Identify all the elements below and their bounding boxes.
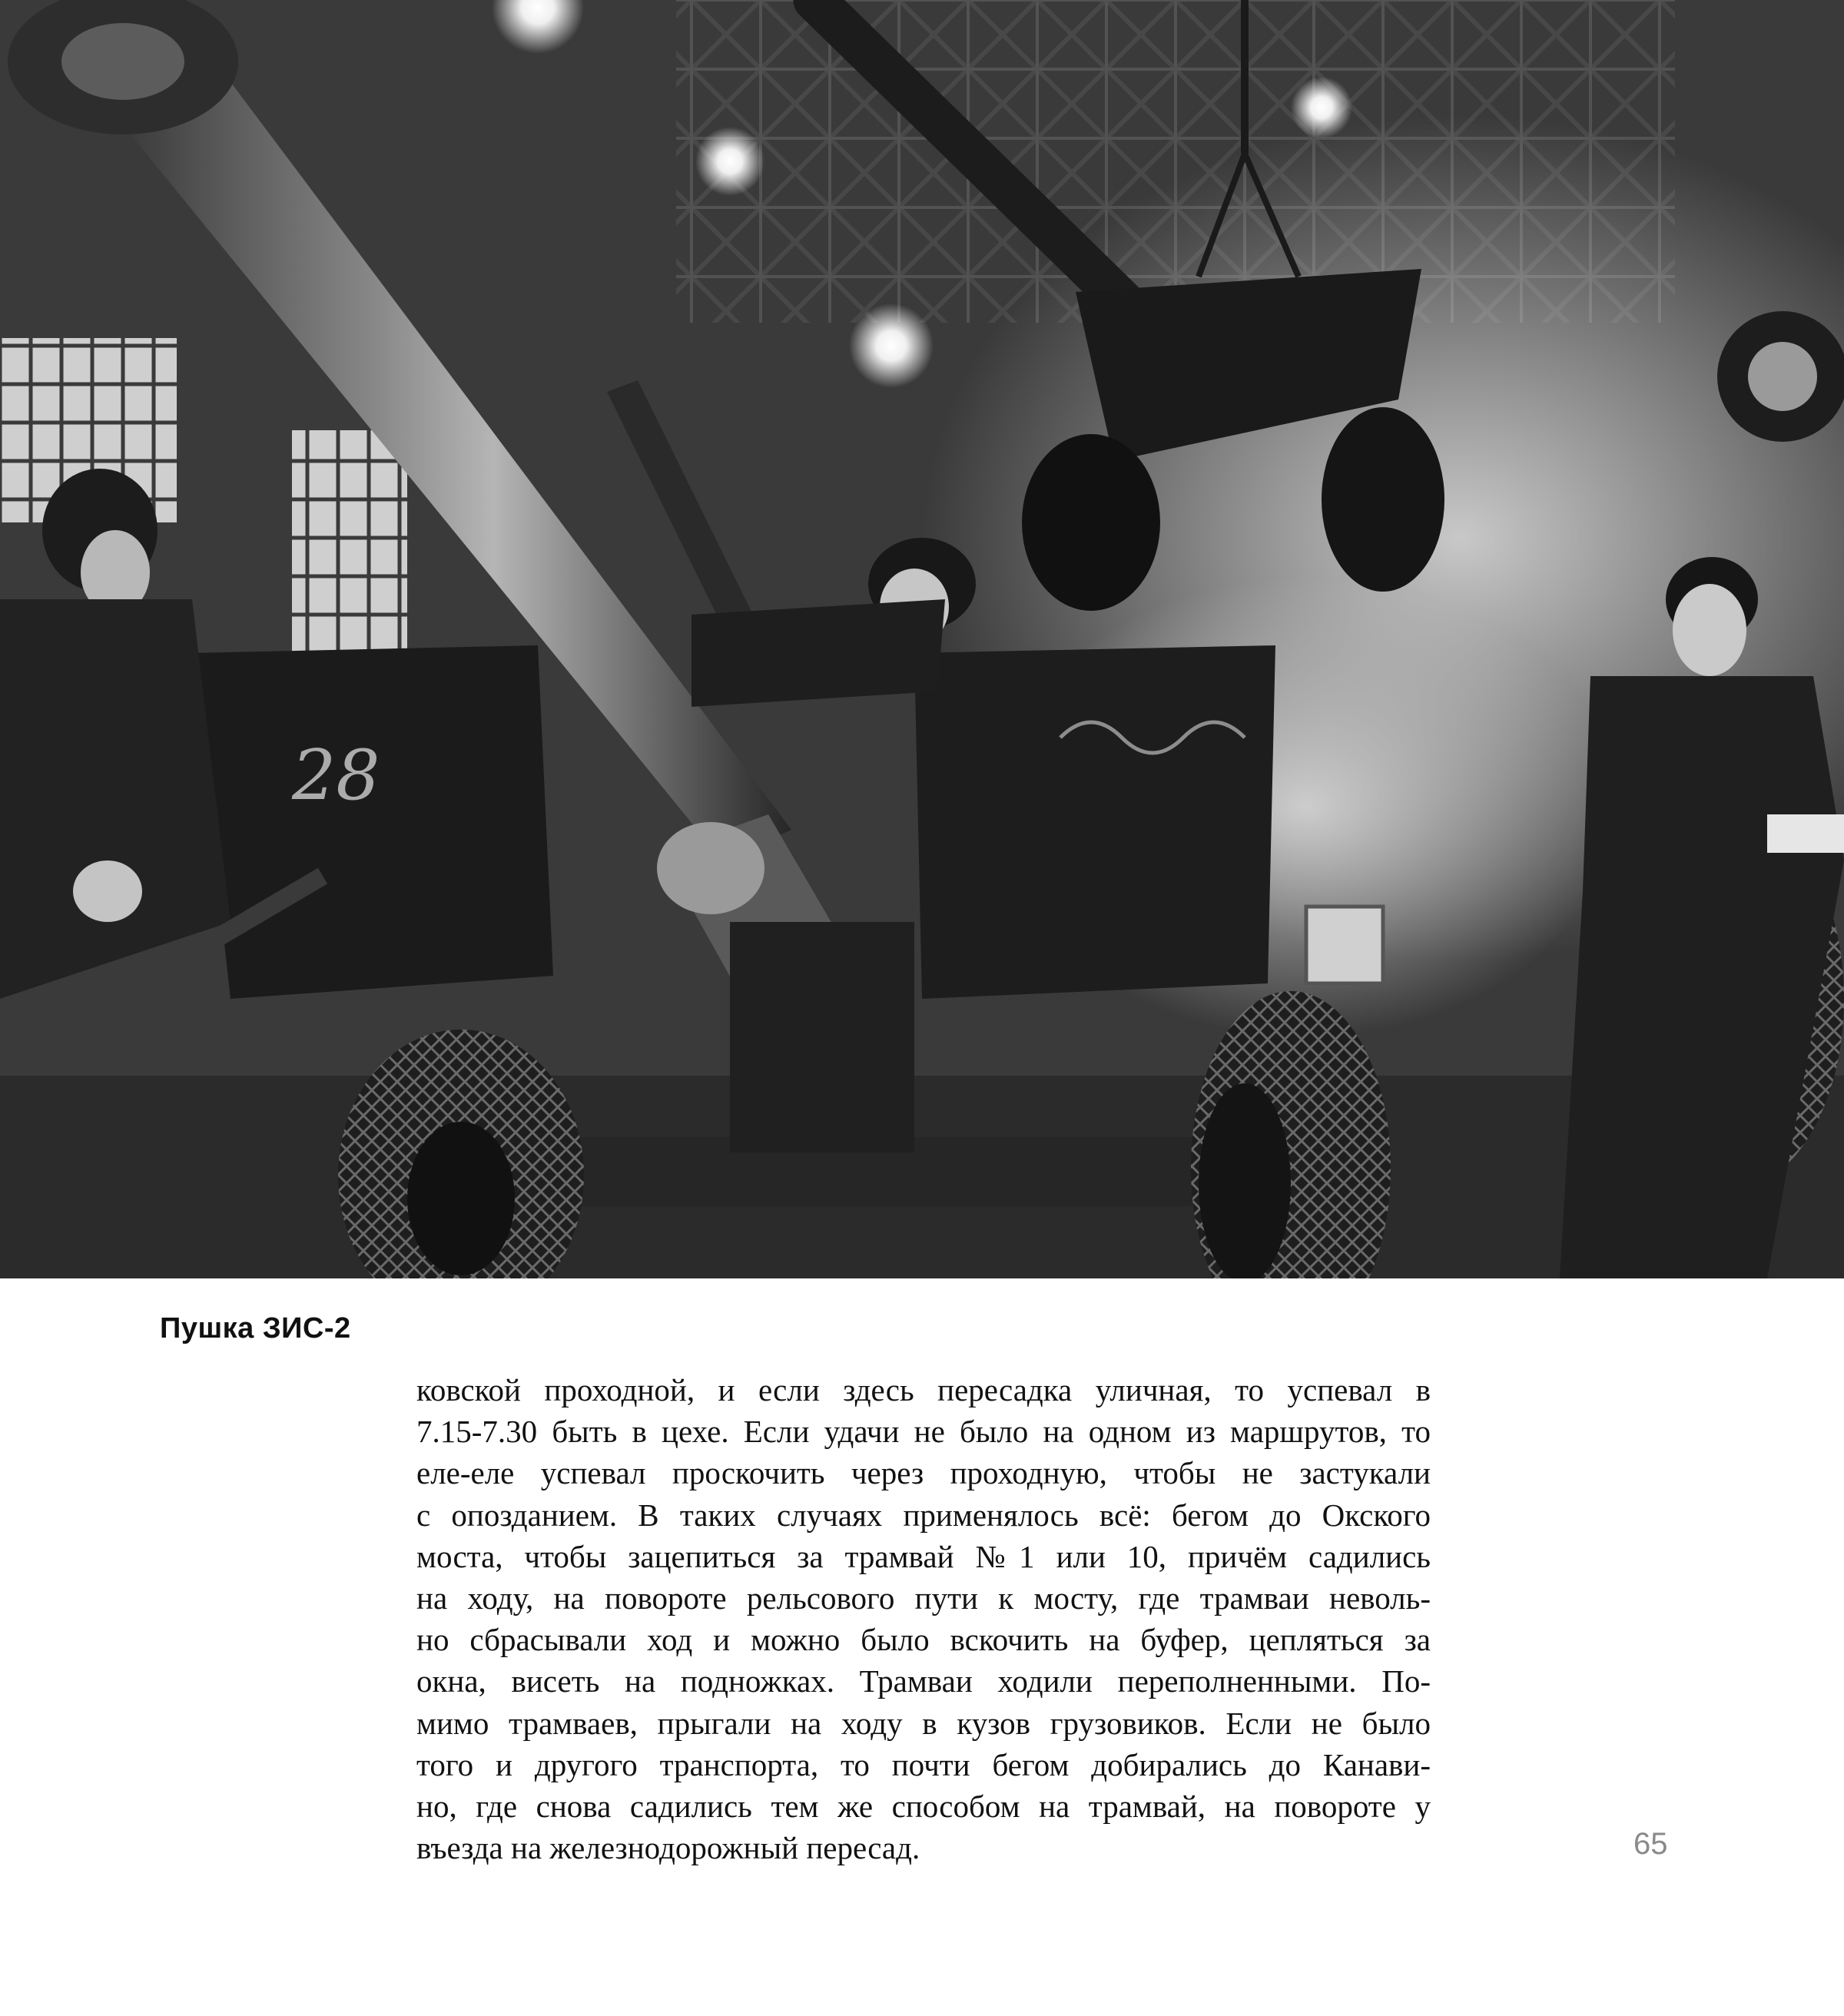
text-line: мимо трамваев, прыгали на ходу в кузов грузовиков. Если не было xyxy=(416,1705,1431,1741)
text-line: ковской проходной, и если здесь пересадка уличная, то успевал в xyxy=(416,1372,1431,1408)
text-line: того и другого транспорта, то почти бегом добирались до Канави- xyxy=(416,1746,1431,1782)
text-line: еле-еле успевал проскочить через проходную, чтобы не застукали xyxy=(416,1455,1431,1491)
photo-caption: Пушка ЗИС-2 xyxy=(160,1312,351,1345)
body-text xyxy=(416,1369,1431,1868)
text-line: 7.15-7.30 быть в цехе. Если удачи не было на одном из маршрутов, то xyxy=(416,1414,1431,1450)
text-line: моста, чтобы зацепиться за трамвай №1 или 10, причём садились xyxy=(416,1538,1431,1574)
text-line: въезда на железнодорожный пересад. xyxy=(416,1830,920,1866)
text-line: на ходу, на повороте рельсового пути к мосту, где трамваи неволь- xyxy=(416,1580,1431,1616)
chalk-mark: 28 xyxy=(292,735,380,816)
text-line: но, где снова садились тем же способом на трамвай, на повороте у xyxy=(416,1789,1431,1825)
text-line: окна, висеть на подножках. Трамваи ходили переполненными. По- xyxy=(416,1663,1431,1699)
text-line: с опозданием. В таких случаях применялось всё: бегом до Окского xyxy=(416,1497,1431,1533)
text-line: но сбрасывали ход и можно было вскочить на буфер, цепляться за xyxy=(416,1622,1431,1658)
page-number: 65 xyxy=(1633,1827,1668,1861)
